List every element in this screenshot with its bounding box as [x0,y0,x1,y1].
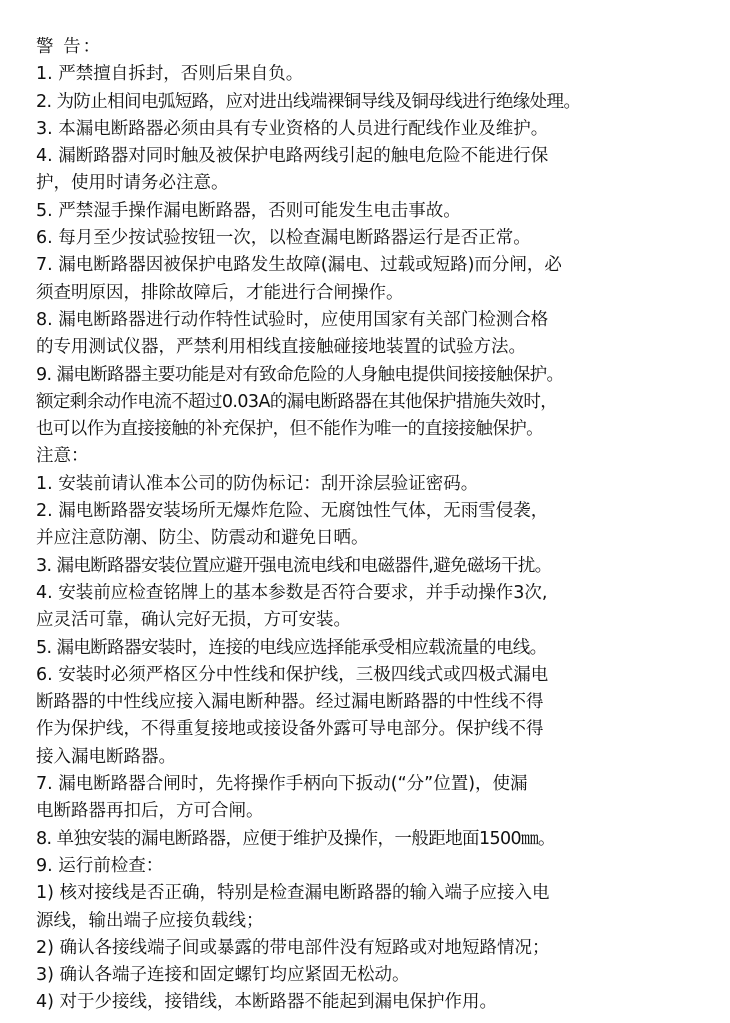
notice-line: 应灵活可靠，确认完好无损，方可安装。 [36,610,351,631]
warning-line: 8. 漏电断路器进行动作特性试验时，应使用国家有关部门检测合格 [36,309,549,330]
notice-line: 1) 核对接线是否正确，特别是检查漏电断路器的输入端子应接入电 [36,883,550,904]
instruction-document [36,34,716,1017]
warning-line: 2. 为防止相间电弧短路，应对进出线端裸铜导线及铜母线进行绝缘处理。 [36,91,581,112]
warning-line: 护，使用时请务必注意。 [36,173,229,194]
notice-line: 并应注意防潮、防尘、防震动和避免日晒。 [36,528,369,549]
warning-line: 1. 严禁擅自拆封，否则后果自负。 [36,64,304,85]
notice-line: 2. 漏电断路器安装场所无爆炸危险、无腐蚀性气体，无雨雪侵袭， [36,501,549,522]
notice-line: 4) 对于少接线，接错线，本断路器不能起到漏电保护作用。 [36,992,498,1013]
warning-line: 4. 漏断路器对同时触及被保护电路两线引起的触电危险不能进行保 [36,146,549,167]
notice-line: 5. 漏电断路器安装时，连接的电线应选择能承受相应载流量的电线。 [36,637,547,658]
warning-line: 5. 严禁湿手操作漏电断路器，否则可能发生电击事故。 [36,200,461,221]
notice-line: 7. 漏电断路器合闸时，先将操作手柄向下扳动(“分”位置)，使漏 [36,774,528,795]
notice-heading: 注意： [36,446,89,467]
warning-heading: 警 告： [36,37,103,57]
notice-line: 4. 安装前应检查铭牌上的基本参数是否符合要求，并手动操作3次, [36,582,548,603]
notice-line: 1. 安装前请认准本公司的防伪标记：刮开涂层验证密码。 [36,473,479,494]
warning-line: 9. 漏电断路器主要功能是对有致命危险的人身触电提供间接接触保护。 [36,364,564,385]
warning-line: 的专用测试仪器，严禁利用相线直接触碰接地装置的试验方法。 [36,337,526,358]
warning-line: 7. 漏电断路器因被保护电路发生故障(漏电、过载或短路)而分闸，必 [36,255,562,276]
notice-line: 源线，输出端子应接负载线； [36,910,264,931]
warning-line: 须查明原因，排除故障后，才能进行合闸操作。 [36,282,404,303]
notice-line: 8. 单独安装的漏电断路器，应便于维护及操作，一般距地面1500㎜。 [36,828,555,849]
notice-line: 断路器的中性线应接入漏电断种器。经过漏电断路器的中性线不得 [36,692,544,713]
notice-line: 3) 确认各端子连接和固定螺钉均应紧固无松动。 [36,965,410,986]
warning-line: 6. 每月至少按试验按钮一次，以检查漏电断路器运行是否正常。 [36,228,531,249]
notice-line: 2) 确认各接线端子间或暴露的带电部件没有短路或对地短路情况； [36,937,550,958]
notice-line: 接入漏电断路器。 [36,746,176,767]
notice-line: 6. 安装时必须严格区分中性线和保护线，三极四线式或四极式漏电 [36,664,549,685]
notice-line: 作为保护线，不得重复接地或接设备外露可导电部分。保护线不得 [36,719,544,740]
warning-line: 3. 本漏电断路器必须由具有专业资格的人员进行配线作业及维护。 [36,118,549,139]
notice-line: 电断路器再扣后，方可合闸。 [36,801,264,822]
notice-line: 3. 漏电断路器安装位置应避开强电流电线和电磁器件,避免磁场干扰。 [36,555,552,576]
warning-line: 额定剩余动作电流不超过0.03A的漏电断路器在其他保护措施失效时， [36,391,558,412]
notice-line: 9. 运行前检查： [36,855,164,876]
warning-line: 也可以作为直接接触的补充保护，但不能作为唯一的直接接触保护。 [36,419,543,440]
